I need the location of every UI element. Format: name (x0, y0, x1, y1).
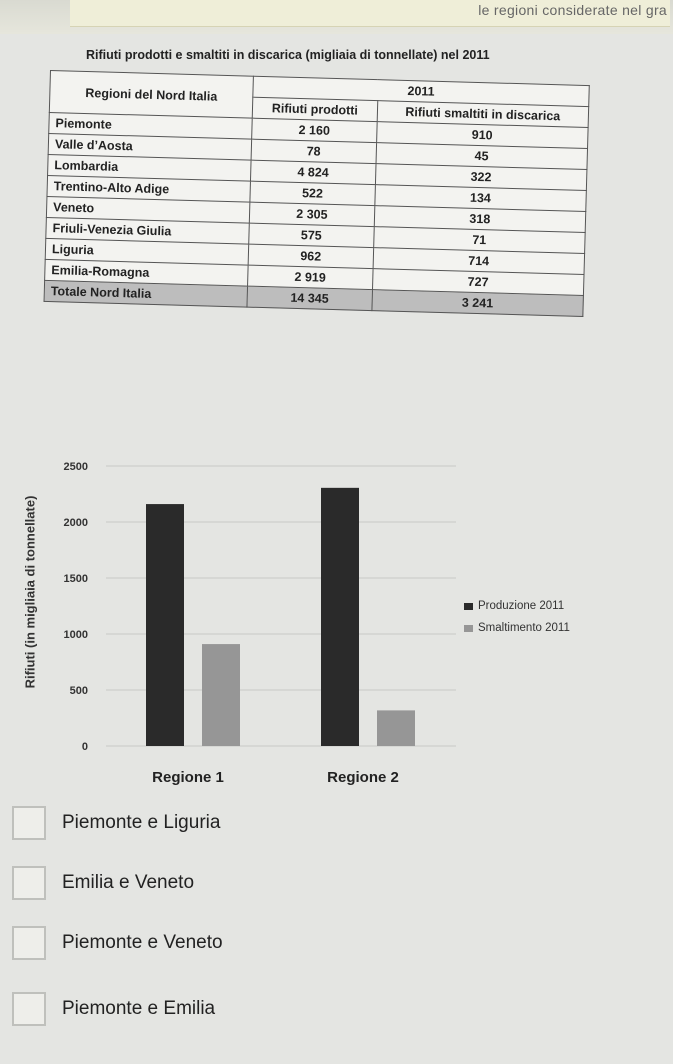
y-tick-label: 500 (69, 685, 88, 697)
legend-swatch-production (464, 603, 473, 610)
produced-cell: 522 (250, 181, 375, 205)
y-tick-label: 2000 (63, 517, 88, 529)
region-cell: Valle d’Aosta (48, 133, 252, 160)
answer-label: Piemonte e Veneto (62, 932, 223, 953)
region-cell: Emilia-Romagna (45, 259, 249, 286)
bar-chart (26, 446, 466, 806)
produced-cell: 575 (249, 223, 374, 247)
region-cell: Friuli-Venezia Giulia (46, 217, 250, 244)
produced-cell: 2 160 (252, 118, 377, 142)
y-tick-label: 2500 (63, 461, 88, 473)
region-cell: Lombardia (48, 154, 252, 181)
answer-option-1[interactable] (12, 806, 220, 840)
disposed-cell: 318 (374, 206, 586, 233)
produced-cell: 2 305 (249, 202, 374, 226)
total-produced-cell: 14 345 (247, 286, 372, 310)
header-disposed: Rifiuti smaltiti in discarica (377, 101, 589, 128)
disposed-cell: 134 (375, 185, 587, 212)
answer-checkbox[interactable] (12, 992, 46, 1026)
x-tick-label: Regione 1 (152, 769, 224, 786)
legend-item (464, 600, 570, 612)
region-cell: Piemonte (49, 112, 253, 139)
bar (146, 504, 184, 746)
answer-checkbox[interactable] (12, 926, 46, 960)
answer-checkbox[interactable] (12, 866, 46, 900)
disposed-cell: 714 (373, 248, 585, 275)
answer-option-2[interactable] (12, 866, 194, 900)
answer-option-4[interactable] (12, 992, 215, 1026)
answer-label: Emilia e Veneto (62, 872, 195, 893)
header-year: 2011 (253, 76, 589, 106)
answer-label: Piemonte e Emilia (62, 998, 216, 1019)
x-tick-label: Regione 2 (327, 769, 399, 786)
answer-checkbox[interactable] (12, 806, 46, 840)
legend-label-production: Produzione 2011 (478, 600, 565, 612)
produced-cell: 78 (251, 139, 376, 163)
total-disposed-cell: 3 241 (372, 290, 584, 317)
header-produced: Rifiuti prodotti (252, 97, 377, 121)
region-cell: Trentino-Alto Adige (47, 175, 251, 202)
question-text: le regioni considerate nel gra (478, 2, 667, 18)
disposed-cell: 322 (375, 164, 587, 191)
region-cell: Veneto (46, 196, 250, 223)
bar (321, 488, 359, 746)
produced-cell: 4 824 (250, 160, 375, 184)
table-title: Rifiuti prodotti e smaltiti in discarica (migliaia di tonnellate) nel 2011 (86, 48, 490, 62)
produced-cell: 2 919 (248, 265, 373, 289)
legend-item (464, 622, 570, 634)
answer-label: Piemonte e Liguria (62, 812, 221, 833)
chart-legend (464, 600, 570, 644)
disposed-cell: 727 (372, 269, 584, 296)
produced-cell: 962 (248, 244, 373, 268)
y-tick-label: 1500 (63, 573, 88, 585)
y-tick-label: 0 (81, 741, 88, 753)
disposed-cell: 910 (376, 122, 588, 149)
waste-table (44, 70, 590, 317)
disposed-cell: 71 (373, 227, 585, 254)
bar (377, 710, 415, 746)
bar (202, 644, 240, 746)
answer-option-3[interactable] (12, 926, 223, 960)
y-tick-label: 1000 (63, 629, 88, 641)
region-cell: Liguria (45, 238, 249, 265)
chart-y-axis-label: Rifiuti (in migliaia di tonnellate) (22, 495, 38, 689)
disposed-cell: 45 (376, 143, 588, 170)
total-region-cell: Totale Nord Italia (44, 280, 248, 307)
legend-swatch-disposal (464, 625, 473, 632)
data-table-block (44, 70, 610, 318)
header-region: Regioni del Nord Italia (49, 71, 253, 119)
legend-label-disposal: Smaltimento 2011 (478, 622, 570, 634)
